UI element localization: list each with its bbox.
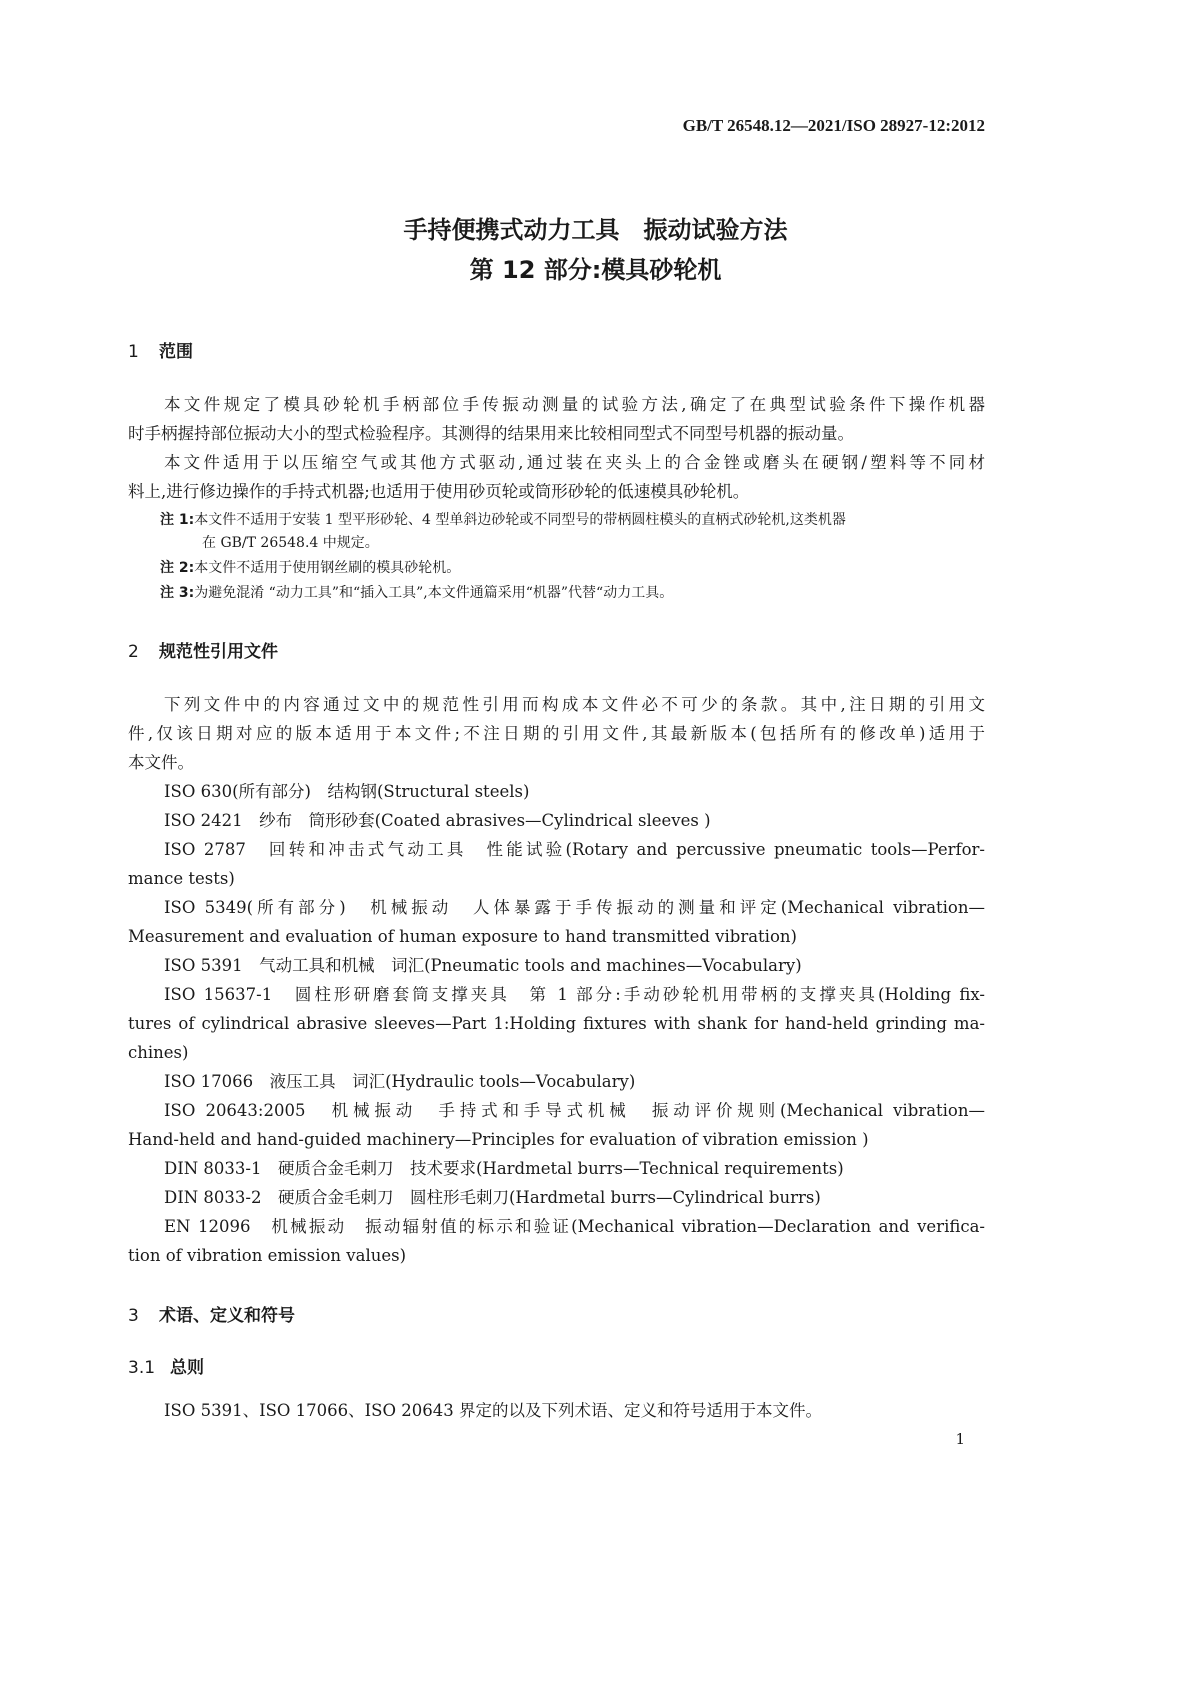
section-number: 3.1	[128, 1358, 156, 1378]
note-label: 注 1:	[160, 512, 195, 528]
section-3-heading	[128, 1301, 295, 1326]
section-number: 3	[128, 1306, 139, 1326]
reference-item: ISO 20643:2005 机械振动 手持式和手导式机械 振动评价规则(Mechanical vibration—	[164, 1101, 985, 1120]
reference-item-cont: Measurement and evaluation of human exposure to hand transmitted vibration)	[128, 927, 797, 946]
reference-item: ISO 17066 液压工具 词汇(Hydraulic tools—Vocabulary)	[164, 1072, 636, 1091]
reference-item: ISO 5391 气动工具和机械 词汇(Pneumatic tools and machines—Vocabulary)	[164, 956, 802, 975]
section-number: 2	[128, 642, 139, 662]
reference-item: ISO 2787 回转和冲击式气动工具 性能试验(Rotary and percussive pneumatic tools—Perfor-	[164, 840, 985, 859]
note-3	[160, 582, 985, 605]
standard-number: GB/T 26548.12—2021/ISO 28927-12:2012	[682, 116, 985, 135]
note-2	[160, 557, 985, 580]
reference-item: EN 12096 机械振动 振动辐射值的标示和验证(Mechanical vibration—Declaration and verifica-	[164, 1217, 985, 1236]
reference-item: DIN 8033-1 硬质合金毛刺刀 技术要求(Hardmetal burrs—Technical requirements)	[164, 1159, 844, 1178]
text-line: 本文件。	[128, 753, 194, 772]
section-1-body	[128, 390, 985, 506]
reference-item-cont: tion of vibration emission values)	[128, 1246, 407, 1265]
section-1-heading	[128, 337, 193, 362]
section-2-heading	[128, 637, 278, 662]
text-line: 料上,进行修边操作的手持式机器;也适用于使用砂页轮或筒形砂轮的低速模具砂轮机。	[128, 482, 750, 501]
reference-item-cont: chines)	[128, 1043, 189, 1062]
text-line: 本文件规定了模具砂轮机手柄部位手传振动测量的试验方法,确定了在典型试验条件下操作机器	[164, 395, 985, 414]
note-text: 本文件不适用于安装 1 型平形砂轮、4 型单斜边砂轮或不同型号的带柄圆柱模头的直柄式砂轮机,这类机器	[194, 512, 846, 528]
section-3-1-body	[128, 1396, 985, 1425]
document-subtitle: 第 12 部分:模具砂轮机	[469, 256, 722, 284]
section-title: 总则	[170, 1358, 204, 1378]
note-1-cont: 在 GB/T 26548.4 中规定。	[202, 535, 379, 551]
text-line: 本文件适用于以压缩空气或其他方式驱动,通过装在夹头上的合金锉或磨头在硬钢/塑料等不同材	[164, 453, 985, 472]
reference-item: ISO 15637-1 圆柱形研磨套筒支撑夹具 第 1 部分:手动砂轮机用带柄的支撑夹具(Holding fix-	[164, 985, 985, 1004]
text-line: 下列文件中的内容通过文中的规范性引用而构成本文件必不可少的条款。其中,注日期的引用文	[164, 695, 985, 714]
reference-item-cont: tures of cylindrical abrasive sleeves—Part 1:Holding fixtures with shank for hand-held grinding ma-	[128, 1014, 985, 1033]
text-line: 件,仅该日期对应的版本适用于本文件;不注日期的引用文件,其最新版本(包括所有的修改单)适用于	[128, 724, 985, 743]
note-1	[160, 509, 985, 532]
section-title: 术语、定义和符号	[159, 1306, 295, 1326]
document-title: 手持便携式动力工具 振动试验方法	[403, 216, 788, 244]
notes	[160, 509, 985, 605]
reference-item: ISO 2421 纱布 筒形砂套(Coated abrasives—Cylindrical sleeves )	[164, 811, 711, 830]
reference-item: DIN 8033-2 硬质合金毛刺刀 圆柱形毛刺刀(Hardmetal burrs—Cylindrical burrs)	[164, 1188, 821, 1207]
note-label: 注 2:	[160, 560, 195, 576]
section-title: 范围	[159, 342, 193, 362]
section-title: 规范性引用文件	[159, 642, 278, 662]
page-number: 1	[955, 1430, 965, 1448]
reference-item-cont: Hand-held and hand-guided machinery—Principles for evaluation of vibration emission )	[128, 1130, 869, 1149]
note-label: 注 3:	[160, 585, 195, 601]
text-line: 时手柄握持部位振动大小的型式检验程序。其测得的结果用来比较相同型式不同型号机器的振动量。	[128, 424, 854, 443]
text-line: ISO 5391、ISO 17066、ISO 20643 界定的以及下列术语、定义和符号适用于本文件。	[164, 1401, 822, 1420]
section-2-body	[128, 690, 985, 1270]
section-3-1-heading	[128, 1353, 204, 1378]
reference-item: ISO 630(所有部分) 结构钢(Structural steels)	[164, 782, 530, 801]
note-text: 本文件不适用于使用钢丝刷的模具砂轮机。	[194, 560, 461, 576]
section-number: 1	[128, 342, 139, 362]
reference-item-cont: mance tests)	[128, 869, 235, 888]
note-text: 为避免混淆 “动力工具”和“插入工具”,本文件通篇采用“机器”代替“动力工具。	[194, 585, 674, 601]
reference-item: ISO 5349(所有部分) 机械振动 人体暴露于手传振动的测量和评定(Mechanical vibration—	[164, 898, 985, 917]
